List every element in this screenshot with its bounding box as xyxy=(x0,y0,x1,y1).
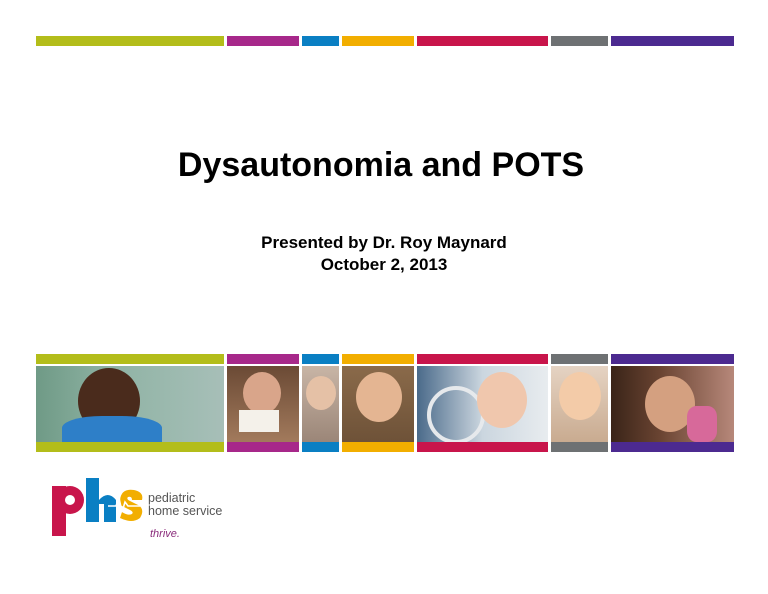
child-photo-2 xyxy=(227,366,299,442)
stripe-red xyxy=(417,442,548,452)
child-photo-4 xyxy=(342,366,414,442)
logo-wordmark xyxy=(148,492,222,518)
logo-tagline: thrive. xyxy=(150,528,180,540)
stripe-green xyxy=(36,36,224,46)
photo-strip xyxy=(36,366,734,442)
child-photo-7 xyxy=(611,366,734,442)
child-photo-6 xyxy=(551,366,608,442)
stripe-blue xyxy=(302,442,339,452)
stripe-green xyxy=(36,354,224,364)
logo-line-2: home service xyxy=(148,504,223,518)
date-line: October 2, 2013 xyxy=(320,255,448,274)
stripe-gray xyxy=(551,442,608,452)
logo-line-1: pediatric xyxy=(148,491,196,505)
top-color-stripe xyxy=(36,36,734,46)
stripe-magenta xyxy=(227,354,299,364)
slide-subtitle xyxy=(0,232,768,276)
slide-title: Dysautonomia and POTS xyxy=(177,146,585,184)
child-photo-3 xyxy=(302,366,339,442)
stripe-yellow xyxy=(342,442,414,452)
stripe-gray xyxy=(551,36,608,46)
stripe-purple xyxy=(611,442,734,452)
stripe-yellow xyxy=(342,354,414,364)
stripe-magenta xyxy=(227,442,299,452)
stripe-blue xyxy=(302,36,339,46)
stripe-red xyxy=(417,36,548,46)
presenter-line: Presented by Dr. Roy Maynard xyxy=(261,233,507,252)
stripe-magenta xyxy=(227,36,299,46)
stripe-gray xyxy=(551,354,608,364)
stripe-purple xyxy=(611,36,734,46)
stripe-red xyxy=(417,354,548,364)
child-photo-5 xyxy=(417,366,548,442)
photo-bottom-stripe xyxy=(36,442,734,452)
stripe-green xyxy=(36,442,224,452)
photo-top-stripe xyxy=(36,354,734,364)
stripe-blue xyxy=(302,354,339,364)
child-photo-1 xyxy=(36,366,224,442)
stripe-yellow xyxy=(342,36,414,46)
stripe-purple xyxy=(611,354,734,364)
